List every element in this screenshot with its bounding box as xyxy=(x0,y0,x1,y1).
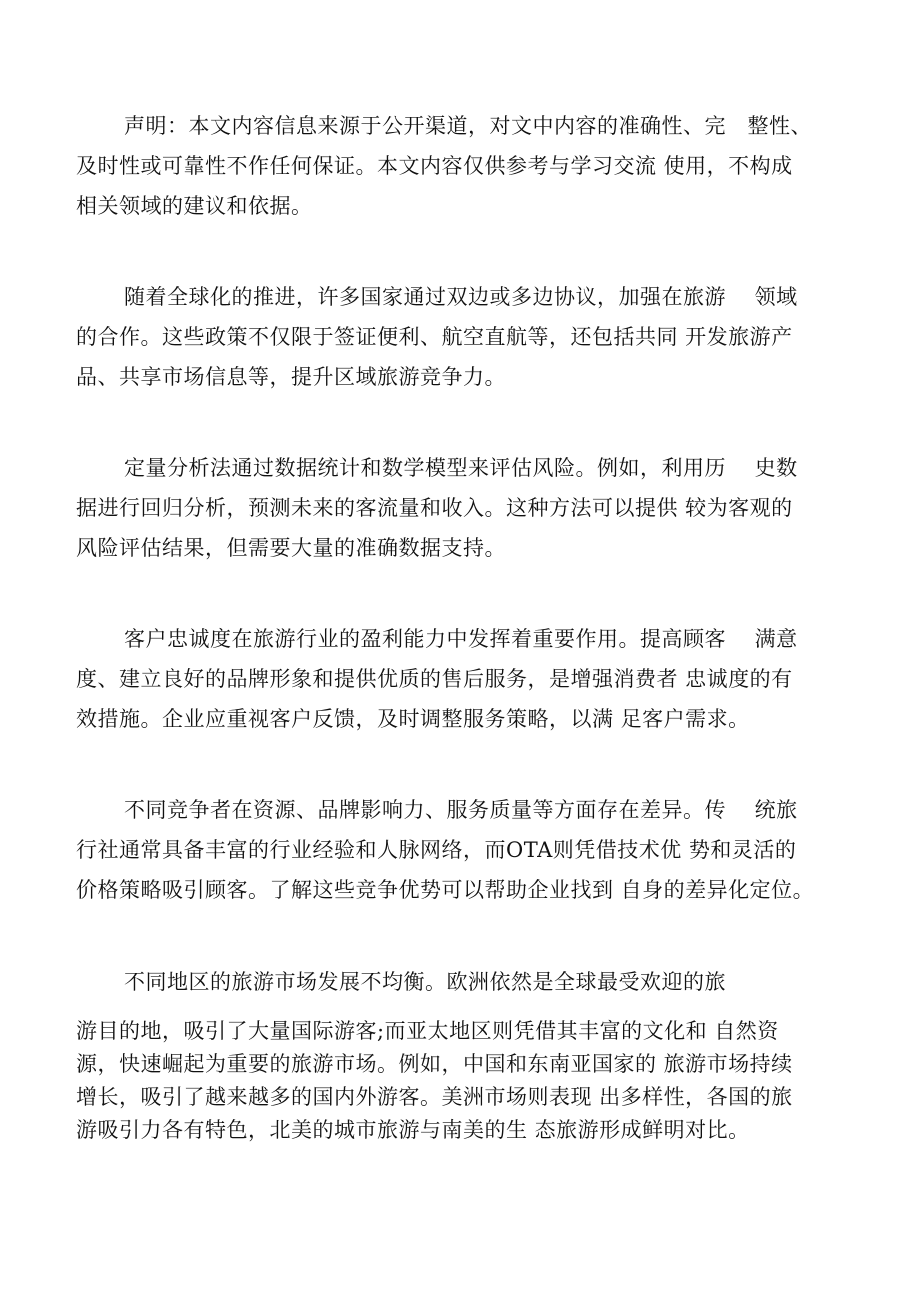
text-line: 风险评估结果，但需要大量的准确数据支持。 xyxy=(76,536,506,560)
paragraph-regional-markets-lead xyxy=(76,962,856,1002)
text-line: 不同地区的旅游市场发展不均衡。欧洲依然是全球最受欢迎的旅 xyxy=(124,970,726,994)
text-line: 声明：本文内容信息来源于公开渠道，对文中内容的准确性、完 整性、 xyxy=(124,114,812,138)
text-line: 相关领域的建议和依据。 xyxy=(76,194,313,218)
text-line: 行社通常具备丰富的行业经验和人脉网络，而OTA则凭借技术优 势和灵活的 xyxy=(76,838,797,862)
text-line: 的合作。这些政策不仅限于签证便利、航空直航等，还包括共同 开发旅游产 xyxy=(76,325,793,349)
text-line: 度、建立良好的品牌形象和提供优质的售后服务，是增强消费者 忠诚度的有 xyxy=(76,667,793,691)
text-line: 价格策略吸引顾客。了解这些竞争优势可以帮助企业找到 自身的差异化定位。 xyxy=(76,878,815,902)
text-line: 客户忠诚度在旅游行业的盈利能力中发挥着重要作用。提高顾客 满意 xyxy=(124,627,798,651)
text-line: 据进行回归分析，预测未来的客流量和收入。这种方法可以提供 较为客观的 xyxy=(76,496,793,520)
text-line: 源，快速崛起为重要的旅游市场。例如，中国和东南亚国家的 旅游市场持续 xyxy=(76,1052,793,1076)
text-line: 随着全球化的推进，许多国家通过双边或多边协议，加强在旅游 领域 xyxy=(124,285,798,309)
text-line: 增长，吸引了越来越多的国内外游客。美洲市场则表现 出多样性，各国的旅 xyxy=(76,1085,793,1109)
text-line: 不同竞争者在资源、品牌影响力、服务质量等方面存在差异。传 统旅 xyxy=(124,798,798,822)
paragraph-quantitative-analysis xyxy=(76,448,856,568)
paragraph-regional-markets-body xyxy=(76,1015,856,1147)
paragraph-competitors xyxy=(76,790,856,910)
paragraph-globalization xyxy=(76,277,856,397)
text-line: 游吸引力各有特色，北美的城市旅游与南美的生 态旅游形成鲜明对比。 xyxy=(76,1118,750,1142)
text-line: 游目的地，吸引了大量国际游客;而亚太地区则凭借其丰富的文化和 自然资 xyxy=(76,1019,779,1043)
text-line: 及时性或可靠性不作任何保证。本文内容仅供参考与学习交流 使用，不构成 xyxy=(76,154,793,178)
text-line: 定量分析法通过数据统计和数学模型来评估风险。例如，利用历 史数 xyxy=(124,456,798,480)
text-line: 品、共享市场信息等，提升区域旅游竞争力。 xyxy=(76,365,506,389)
paragraph-disclaimer xyxy=(76,106,856,226)
text-line: 效措施。企业应重视客户反馈，及时调整服务策略，以满 足客户需求。 xyxy=(76,707,750,731)
paragraph-customer-loyalty xyxy=(76,619,856,739)
